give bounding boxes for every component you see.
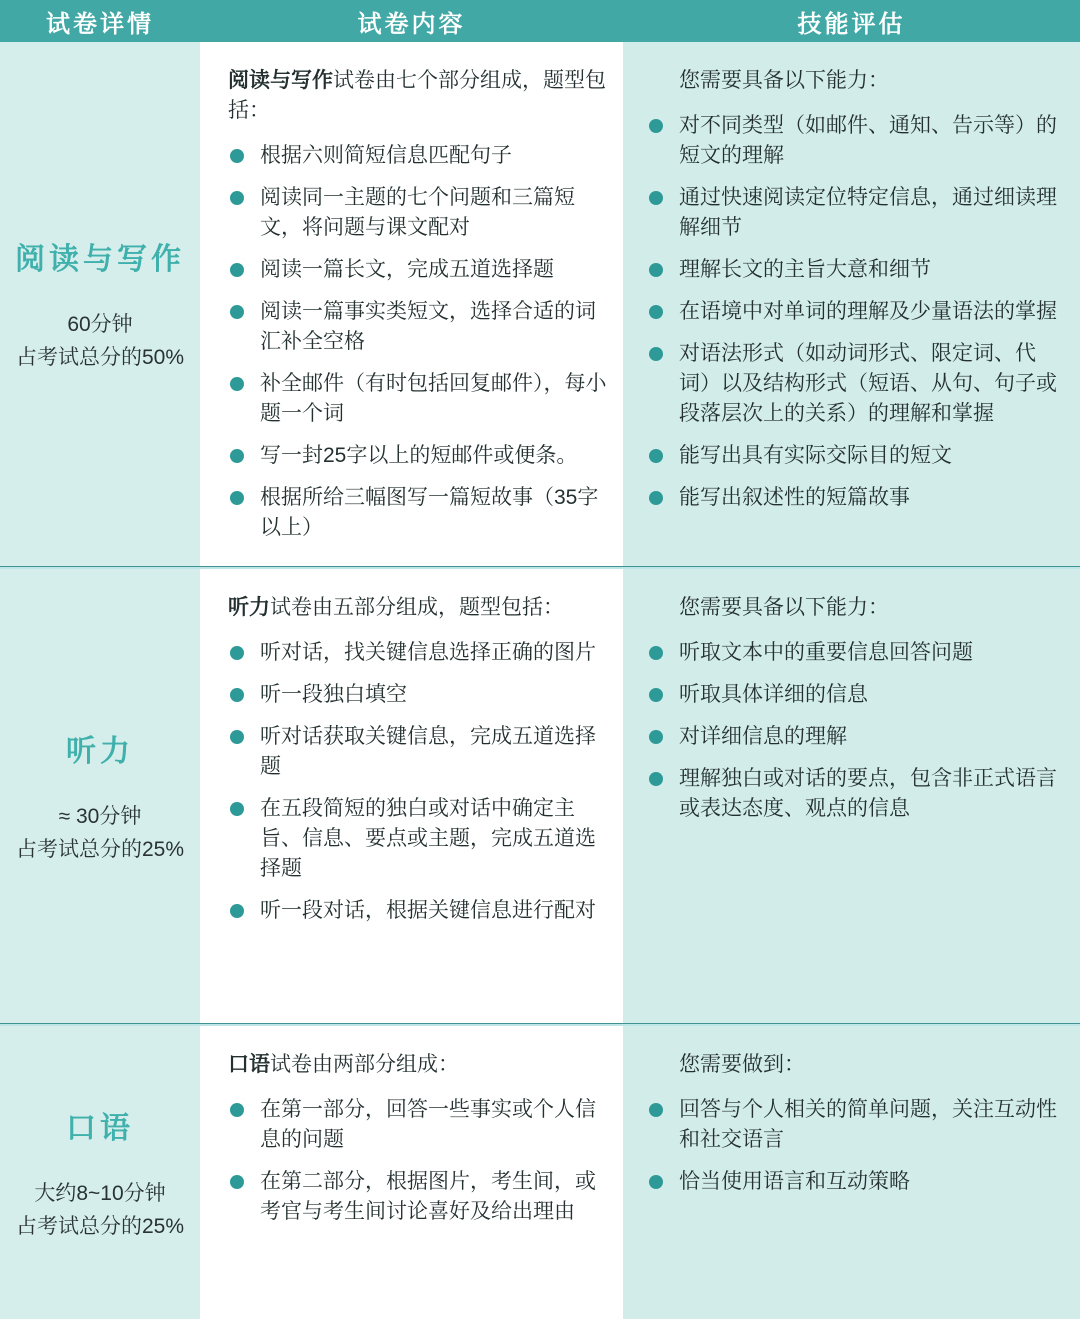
section-meta	[16, 308, 184, 374]
header-skills-assessment-label: 技能评估	[797, 10, 906, 38]
bullet-icon	[649, 191, 663, 205]
bullet-icon	[230, 646, 244, 660]
skills-cell-reading-writing	[623, 42, 1080, 566]
list-item-text: 理解长文的主旨大意和细节	[679, 258, 931, 281]
list-item-text: 听对话，找关键信息选择正确的图片	[260, 641, 596, 664]
list-item-text: 能写出叙述性的短篇故事	[679, 486, 910, 509]
details-cell-speaking	[0, 1026, 200, 1319]
list-item	[647, 722, 1066, 752]
list-item	[647, 1167, 1066, 1197]
bullet-icon	[649, 1103, 663, 1117]
bullet-icon	[230, 730, 244, 744]
content-list	[228, 638, 611, 926]
list-item	[647, 183, 1066, 243]
list-item-text: 听一段独白填空	[260, 683, 407, 706]
content-intro-rest: 试卷由两部分组成：	[270, 1053, 459, 1076]
content-intro	[228, 1050, 611, 1080]
skills-list	[647, 111, 1066, 513]
content-cell-speaking	[200, 1026, 623, 1319]
content-list	[228, 1095, 611, 1227]
list-item	[228, 638, 611, 668]
list-item-text: 阅读一篇长文，完成五道选择题	[260, 258, 554, 281]
list-item-text: 阅读一篇事实类短文，选择合适的词汇补全空格	[260, 300, 596, 353]
content-list	[228, 141, 611, 543]
list-item-text: 听取具体详细的信息	[679, 683, 868, 706]
list-item-text: 在五段简短的独白或对话中确定主旨、信息、要点或主题，完成五道选择题	[260, 797, 596, 880]
section-meta	[16, 800, 184, 866]
content-intro-rest: 试卷由七个部分组成，题型包括：	[228, 69, 606, 122]
list-item	[228, 483, 611, 543]
content-intro	[228, 593, 611, 623]
skills-intro: 您需要具备以下能力：	[679, 69, 889, 92]
section-duration: 60分钟	[67, 313, 133, 336]
list-item	[228, 255, 611, 285]
section-duration: 大约8~10分钟	[34, 1181, 166, 1205]
content-intro-bold: 阅读与写作	[228, 69, 333, 92]
header-paper-details-label: 试卷详情	[46, 10, 154, 38]
bullet-icon	[649, 1175, 663, 1189]
bullet-icon	[649, 772, 663, 786]
list-item	[647, 111, 1066, 171]
bullet-icon	[230, 491, 244, 505]
bullet-icon	[230, 191, 244, 205]
list-item	[228, 722, 611, 782]
list-item	[647, 255, 1066, 285]
bullet-icon	[649, 646, 663, 660]
list-item	[228, 680, 611, 710]
list-item-text: 回答与个人相关的简单问题，关注互动性和社交语言	[679, 1098, 1057, 1151]
bullet-icon	[230, 904, 244, 918]
bullet-icon	[649, 119, 663, 133]
list-item-text: 阅读同一主题的七个问题和三篇短文，将问题与课文配对	[260, 186, 575, 239]
bullet-icon	[230, 449, 244, 463]
list-item-text: 根据所给三幅图写一篇短故事（35字以上）	[260, 486, 599, 539]
list-item-text: 对不同类型（如邮件、通知、告示等）的短文的理解	[679, 114, 1057, 167]
list-item	[228, 441, 611, 471]
list-item-text: 通过快速阅读定位特定信息，通过细读理解细节	[679, 186, 1057, 239]
bullet-icon	[649, 305, 663, 319]
list-item	[228, 183, 611, 243]
list-item	[647, 638, 1066, 668]
list-item-text: 恰当使用语言和互动策略	[679, 1170, 910, 1193]
list-item	[228, 297, 611, 357]
list-item	[647, 483, 1066, 513]
skills-list	[647, 638, 1066, 824]
list-item-text: 写一封25字以上的短邮件或便条。	[260, 444, 578, 467]
section-title: 阅读与写作	[15, 243, 185, 276]
details-cell-reading-writing	[0, 42, 200, 566]
content-intro-bold: 听力	[228, 596, 270, 619]
list-item-text: 在第一部分，回答一些事实或个人信息的问题	[260, 1098, 596, 1151]
list-item	[647, 1095, 1066, 1155]
list-item	[647, 764, 1066, 824]
header-paper-content-label: 试卷内容	[357, 10, 466, 38]
list-item-text: 根据六则简短信息匹配句子	[260, 144, 512, 167]
details-cell-listening	[0, 569, 200, 1023]
bullet-icon	[230, 1175, 244, 1189]
list-item	[647, 339, 1066, 429]
section-meta	[16, 1177, 184, 1243]
list-item-text: 听一段对话，根据关键信息进行配对	[260, 899, 596, 922]
skills-intro: 您需要具备以下能力：	[679, 596, 889, 619]
list-item	[647, 441, 1066, 471]
bullet-icon	[230, 305, 244, 319]
bullet-icon	[649, 263, 663, 277]
list-item-text: 听取文本中的重要信息回答问题	[679, 641, 973, 664]
content-cell-reading-writing	[200, 42, 623, 566]
list-item	[228, 896, 611, 926]
section-weight: 占考试总分的25%	[15, 838, 185, 861]
content-intro-rest: 试卷由五部分组成，题型包括：	[270, 596, 564, 619]
bullet-icon	[649, 449, 663, 463]
section-title: 听力	[66, 735, 134, 768]
skills-cell-speaking	[623, 1026, 1080, 1319]
header-paper-content	[200, 0, 623, 42]
header-skills-assessment	[623, 0, 1080, 42]
skills-cell-listening	[623, 569, 1080, 1023]
bullet-icon	[649, 688, 663, 702]
bullet-icon	[230, 377, 244, 391]
skills-list	[647, 1095, 1066, 1197]
list-item	[647, 680, 1066, 710]
bullet-icon	[649, 347, 663, 361]
content-intro-bold: 口语	[228, 1053, 270, 1076]
list-item	[228, 369, 611, 429]
bullet-icon	[230, 688, 244, 702]
list-item-text: 理解独白或对话的要点，包含非正式语言或表达态度、观点的信息	[679, 767, 1057, 820]
bullet-icon	[649, 491, 663, 505]
content-intro	[228, 66, 611, 126]
skills-intro: 您需要做到：	[679, 1053, 805, 1076]
list-item-text: 听对话获取关键信息，完成五道选择题	[260, 725, 596, 778]
section-weight: 占考试总分的25%	[15, 1214, 185, 1238]
section-title: 口语	[66, 1111, 134, 1145]
list-item-text: 对语法形式（如动词形式、限定词、代词）以及结构形式（短语、从句、句子或段落层次上的关系）的理解和掌握	[679, 342, 1057, 425]
bullet-icon	[230, 263, 244, 277]
list-item	[228, 794, 611, 884]
bullet-icon	[230, 1103, 244, 1117]
list-item-text: 对详细信息的理解	[679, 725, 847, 748]
list-item	[228, 1095, 611, 1155]
list-item-text: 在语境中对单词的理解及少量语法的掌握	[679, 300, 1057, 323]
section-duration: ≈ 30分钟	[58, 805, 142, 828]
header-paper-details	[0, 0, 200, 42]
bullet-icon	[230, 149, 244, 163]
list-item	[647, 297, 1066, 327]
list-item	[228, 141, 611, 171]
list-item-text: 在第二部分，根据图片，考生间，或考官与考生间讨论喜好及给出理由	[260, 1170, 596, 1223]
bullet-icon	[230, 802, 244, 816]
list-item	[228, 1167, 611, 1227]
bullet-icon	[649, 730, 663, 744]
section-weight: 占考试总分的50%	[15, 346, 185, 369]
list-item-text: 补全邮件（有时包括回复邮件），每小题一个词	[260, 372, 607, 425]
list-item-text: 能写出具有实际交际目的短文	[679, 444, 952, 467]
content-cell-listening	[200, 569, 623, 1023]
